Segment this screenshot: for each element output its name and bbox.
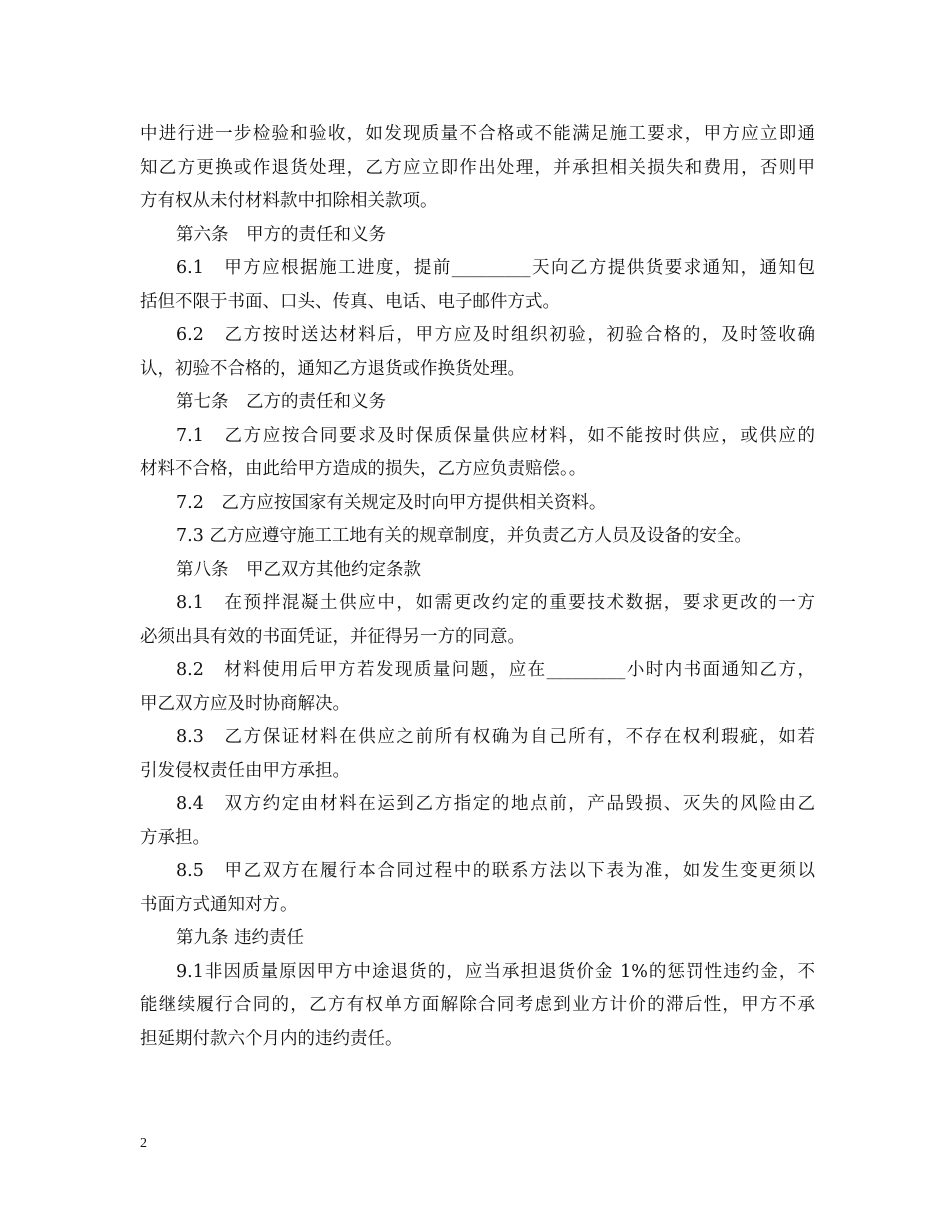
text-line: 必须出具有效的书面凭证，并征得另一方的同意。: [140, 626, 525, 647]
text-line: 认，初验不合格的，通知乙方退货或作换货处理。: [140, 358, 525, 379]
text-line: 第八条 甲乙双方其他约定条款: [176, 559, 421, 580]
text-line: 方有权从未付材料款中扣除相关款项。: [140, 191, 438, 211]
contract-body: [140, 118, 815, 1056]
text-line: 7.2 乙方应按国家有关规定及时向甲方提供相关资料。: [176, 492, 607, 513]
page-number: 2: [140, 1136, 147, 1151]
text-line: 书面方式通知对方。: [140, 894, 298, 915]
text-line: 甲乙双方应及时协商解决。: [140, 693, 350, 714]
text-line: 材料不合格，由此给甲方造成的损失，乙方应负责赔偿。。: [140, 459, 587, 479]
text-line: 括但不限于书面、口头、传真、电话、电子邮件方式。: [140, 291, 560, 312]
text-line: 8.3 乙方保证材料在供应之前所有权确为自己所有，不存在权利瑕疵，如若: [176, 727, 815, 747]
text-line: 6.2 乙方按时送达材料后，甲方应及时组织初验，初验合格的，及时签收确: [176, 325, 815, 345]
text-line: 8.5 甲乙双方在履行本合同过程中的联系方法以下表为准，如发生变更须以: [176, 861, 815, 881]
text-line: 第六条 甲方的责任和义务: [176, 224, 386, 245]
text-line: 第七条 乙方的责任和义务: [176, 392, 386, 412]
text-line: 中进行进一步检验和验收，如发现质量不合格或不能满足施工要求，甲方应立即通: [140, 124, 815, 144]
text-line: 8.4 双方约定由材料在运到乙方指定的地点前，产品毁损、灭失的风险由乙: [176, 794, 815, 814]
text-line: 能继续履行合同的，乙方有权单方面解除合同考虑到业方计价的滞后性，甲方不承: [140, 995, 815, 1015]
text-line: 引发侵权责任由甲方承担。: [140, 760, 350, 781]
text-line: 8.1 在预拌混凝土供应中，如需更改约定的重要技术数据，要求更改的一方: [176, 593, 815, 613]
text-line: 6.1 甲方应根据施工进度，提前_________天向乙方提供货要求通知，通知包: [176, 258, 815, 278]
text-line: 担延期付款六个月内的违约责任。: [140, 1028, 403, 1049]
text-line: 9.1非因质量原因甲方中途退货的，应当承担退货价金 1%的惩罚性违约金，不: [176, 961, 815, 982]
text-line: 第九条 违约责任: [176, 928, 305, 948]
text-line: 知乙方更换或作退货处理，乙方应立即作出处理，并承担相关损失和费用，否则甲: [140, 157, 815, 178]
text-line: 7.3 乙方应遵守施工工地有关的规章制度，并负责乙方人员及设备的安全。: [176, 526, 752, 546]
text-line: 方承担。: [140, 827, 210, 848]
text-line: 8.2 材料使用后甲方若发现质量问题，应在_________小时内书面通知乙方，: [176, 660, 815, 680]
text-line: 7.1 乙方应按合同要求及时保质保量供应材料，如不能按时供应，或供应的: [176, 425, 815, 446]
